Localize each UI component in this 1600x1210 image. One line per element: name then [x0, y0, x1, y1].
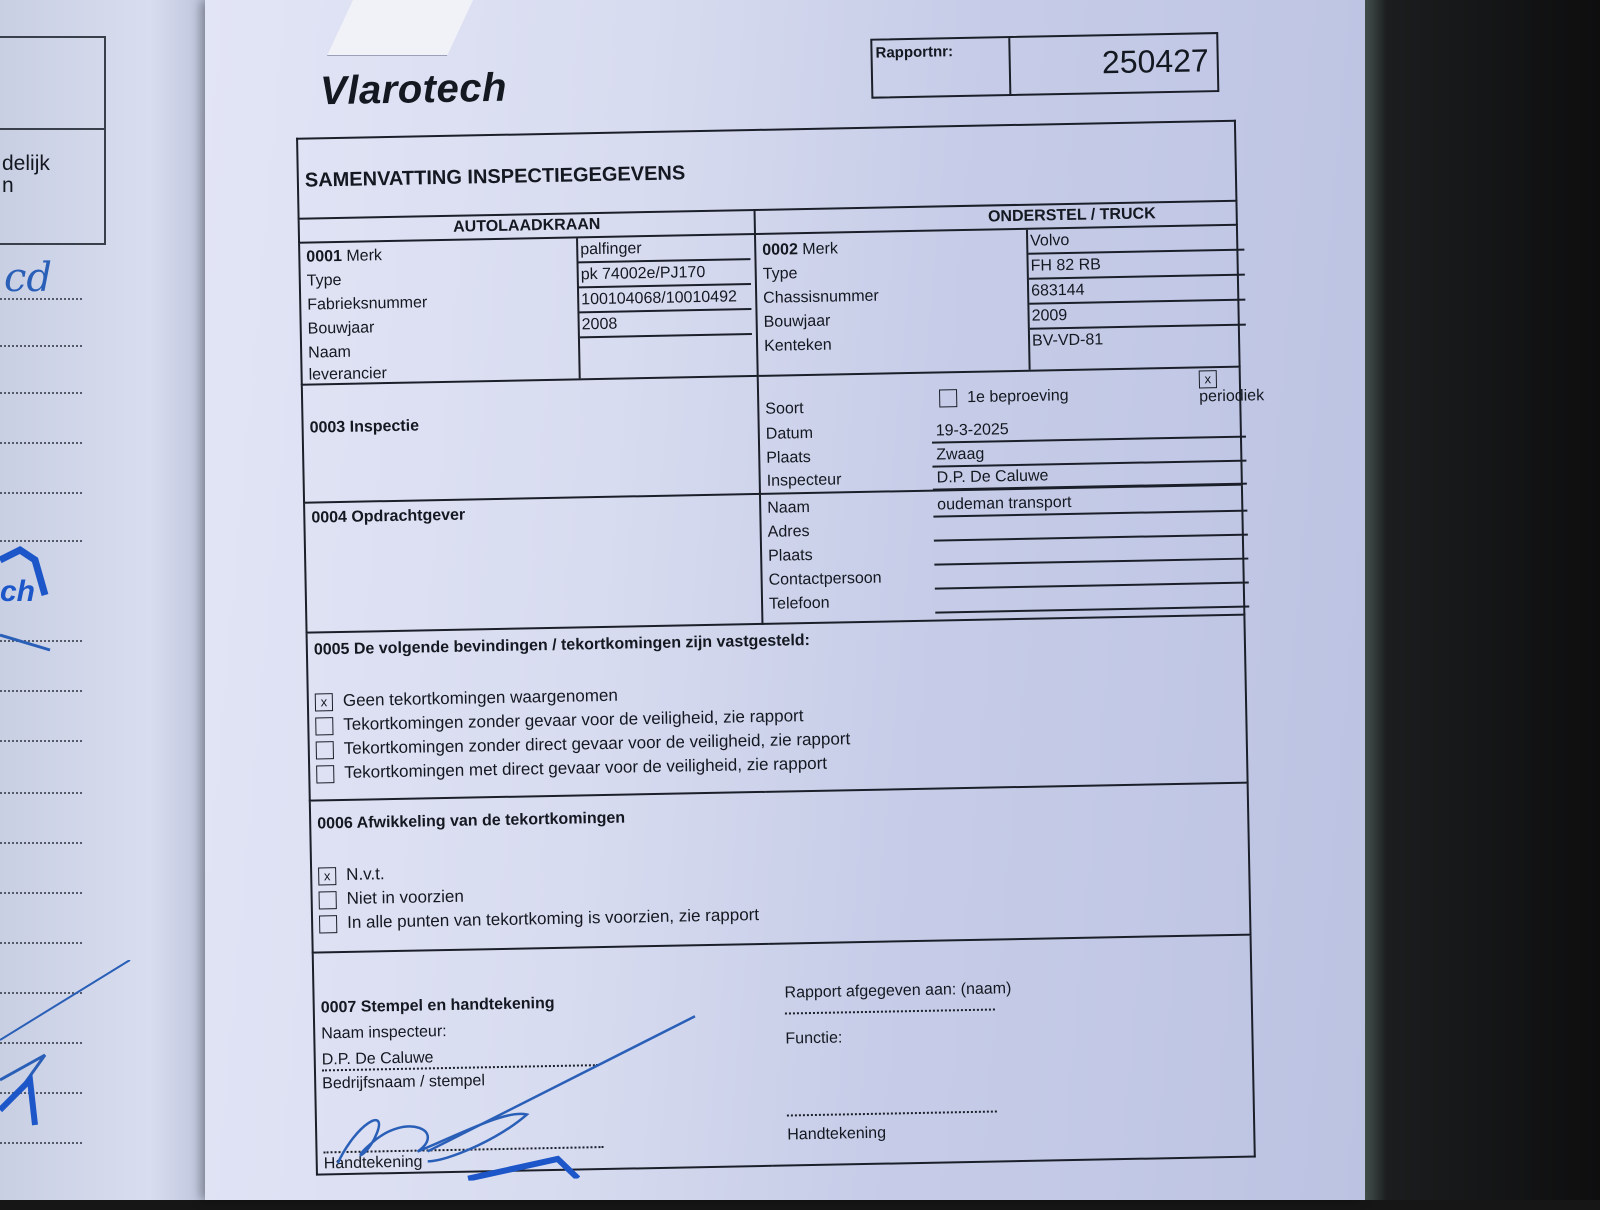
settlement-heading: 0006 Afwikkeling van de tekortkomingen — [317, 809, 626, 833]
inspection-field-label: Inspecteur — [766, 471, 842, 490]
finding-checkbox[interactable] — [316, 765, 334, 783]
delivered-to-label: Rapport afgegeven aan: (naam) — [784, 980, 1012, 1002]
inspection-field-label: Plaats — [766, 448, 811, 467]
crane-field-label: Bouwjaar — [307, 319, 375, 338]
binder-background — [1340, 0, 1600, 1200]
crane-field-label: leverancier — [308, 365, 388, 384]
function-label: Functie: — [785, 1029, 843, 1048]
settlement-checkbox[interactable] — [319, 915, 337, 933]
company-logo: Vlarotech — [319, 65, 508, 114]
client-field-label: Plaats — [768, 546, 813, 565]
client-heading: 0004 Opdrachtgever — [311, 506, 466, 527]
dotted-line — [0, 792, 82, 794]
finding-label: Tekortkomingen zonder gevaar voor de veiligheid, zie rapport — [343, 706, 804, 734]
handwritten-signature-icon — [315, 1006, 738, 1184]
crane-value-merk: palfinger — [578, 235, 750, 263]
truck-value-plate: BV-VD-81 — [1031, 331, 1104, 350]
signature-fragment-icon — [0, 960, 140, 1140]
signature-heading: 0007 Stempel en handtekening — [320, 994, 555, 1017]
settlement-label: N.v.t. — [346, 864, 385, 884]
client-name-value: oudeman transport — [933, 488, 1247, 518]
inspection-place-value: Zwaag — [932, 438, 1246, 468]
client-field-label: Adres — [767, 522, 810, 541]
inspection-field-label: Datum — [765, 424, 814, 443]
form-title: SAMENVATTING INSPECTIEGEGEVENS — [297, 121, 1236, 219]
stamp-logo-icon — [0, 540, 60, 660]
truck-field-label: Chassisnummer — [763, 287, 879, 307]
finding-label: Tekortkomingen met direct gevaar voor de veiligheid, zie rapport — [344, 753, 828, 782]
dotted-line — [0, 442, 82, 444]
delivered-to-line — [785, 1007, 995, 1015]
left-page-divider — [0, 128, 104, 130]
crane-value-type: pk 74002e/PJ170 — [579, 260, 751, 288]
crane-value-supplier — [580, 335, 752, 361]
client-details — [760, 485, 1244, 624]
stamp-fragment: ch — [0, 575, 36, 608]
option-periodic[interactable] — [1199, 369, 1265, 406]
finding-label: Geen tekortkomingen waargenomen — [342, 685, 618, 710]
dotted-line — [0, 740, 82, 742]
findings-section — [307, 615, 1248, 801]
client-field-label: Contactpersoon — [768, 569, 882, 589]
inspection-inspector-value: D.P. De Caluwe — [932, 461, 1246, 491]
left-page-box — [0, 36, 106, 245]
truck-value-merk: Volvo — [1028, 226, 1244, 255]
finding-checkbox[interactable] — [315, 717, 333, 735]
settlement-label: Niet in voorzien — [346, 886, 464, 908]
left-page-fragment-1: delijk — [2, 152, 50, 175]
truck-values-column — [1026, 226, 1247, 370]
report-number-label: Rapportnr: — [872, 38, 1011, 97]
truck-field-label: Type — [762, 265, 798, 283]
inspection-soort-label: Soort — [765, 400, 804, 418]
crane-details — [299, 234, 758, 385]
crane-field-label: Merk — [346, 247, 383, 265]
signature-label-left: Handtekening — [323, 1153, 423, 1173]
truck-code: 0002 — [762, 241, 799, 259]
crane-code: 0001 — [306, 247, 343, 266]
client-field-label: Naam — [767, 498, 811, 517]
inspector-name-label: Naam inspecteur: — [321, 1023, 447, 1043]
settlement-checkbox[interactable]: x — [318, 867, 336, 885]
inspection-date-value: 19-3-2025 — [932, 414, 1246, 444]
crane-field-label: Naam — [308, 343, 352, 362]
settlement-label: In alle punten van tekortkoming is voorzien, zie rapport — [346, 905, 760, 932]
truck-value-year: 2009 — [1029, 301, 1245, 330]
report-number-box — [870, 32, 1219, 99]
inspection-heading-cell — [302, 376, 760, 503]
dotted-line — [0, 345, 82, 347]
signature-section — [313, 935, 1255, 1175]
settlement-section — [310, 783, 1251, 953]
dotted-line — [0, 492, 82, 494]
dotted-line — [0, 298, 82, 300]
finding-checkbox[interactable]: x — [315, 693, 333, 711]
client-phone-value — [935, 584, 1249, 614]
crane-value-year: 2008 — [579, 310, 751, 338]
signature-line-right — [787, 1108, 997, 1116]
signature-label-right: Handtekening — [787, 1124, 887, 1144]
dotted-line — [0, 942, 82, 944]
inspection-details — [758, 367, 1265, 494]
dotted-line — [0, 392, 82, 394]
report-number-value: 250427 — [1101, 42, 1210, 81]
client-field-label: Telefoon — [768, 594, 830, 613]
truck-field-label: Merk — [802, 240, 839, 259]
company-stamp-label: Bedrijfsnaam / stempel — [322, 1072, 486, 1093]
crane-heading: AUTOLAADKRAAN — [299, 210, 755, 243]
findings-heading: 0005 De volgende bevindingen / tekortkomingen zijn vastgesteld: — [313, 631, 811, 659]
periodic-label: periodiek — [1199, 387, 1265, 406]
crane-values-column — [576, 235, 753, 378]
finding-checkbox[interactable] — [316, 741, 334, 759]
client-heading-cell — [304, 494, 762, 633]
truck-details — [755, 225, 1240, 376]
option-first-test[interactable] — [939, 387, 1069, 408]
truck-value-chassis: 683144 — [1029, 276, 1245, 305]
inspection-summary-table — [296, 120, 1265, 1176]
crane-value-serial: 100104068/10010492 — [579, 285, 751, 313]
left-page — [0, 0, 215, 1200]
inspection-form — [194, 0, 1377, 1209]
form-sheet — [205, 0, 1365, 1200]
crane-field-label: Fabrieksnummer — [307, 294, 428, 314]
dotted-line — [0, 690, 82, 692]
periodic-checkbox[interactable]: x — [1199, 370, 1217, 388]
inspector-name-value: D.P. De Caluwe — [322, 1046, 598, 1071]
inspection-heading: 0003 Inspectie — [309, 417, 420, 437]
truck-value-type: FH 82 RB — [1028, 251, 1244, 280]
dotted-line — [0, 1142, 82, 1144]
truck-field-label: Kenteken — [763, 336, 832, 355]
handwriting-fragment: cd — [4, 255, 53, 301]
finding-label: Tekortkomingen zonder direct gevaar voor de veiligheid, zie rapport — [343, 729, 851, 758]
left-page-fragment-2: n — [2, 174, 14, 197]
settlement-checkbox[interactable] — [319, 891, 337, 909]
dotted-line — [0, 842, 82, 844]
first-test-label: 1e beproeving — [967, 387, 1069, 407]
crane-field-label: Type — [306, 271, 342, 290]
truck-heading: ONDERSTEL / TRUCK — [755, 201, 1237, 234]
truck-field-label: Bouwjaar — [763, 312, 831, 331]
first-test-checkbox[interactable] — [939, 389, 957, 407]
dotted-line — [0, 892, 82, 894]
